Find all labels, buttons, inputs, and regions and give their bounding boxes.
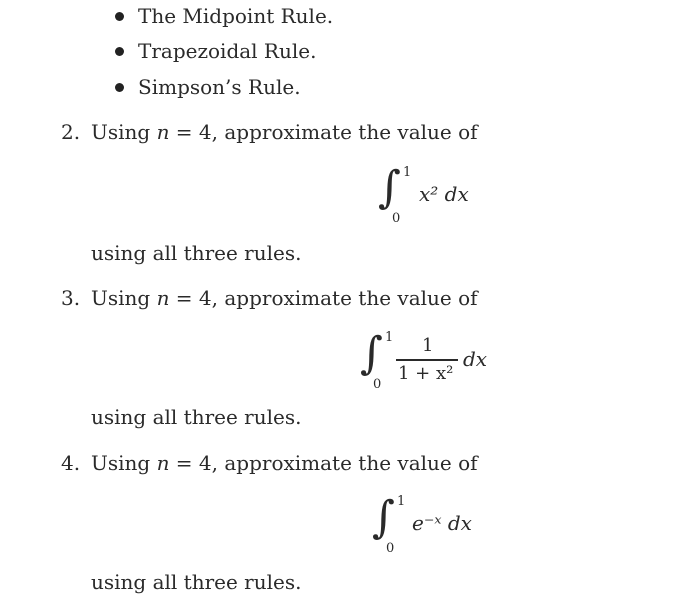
upper-limit: 1 <box>403 165 412 180</box>
fraction-denominator: 1 + x² <box>398 363 454 384</box>
fraction-numerator: 1 <box>422 335 434 356</box>
problem-prompt <box>91 120 478 144</box>
upper-limit: 1 <box>397 494 406 509</box>
prompt-rest: = 4, approximate the value of <box>169 451 478 475</box>
problem-prompt <box>91 286 478 310</box>
problem-number: 3. <box>61 286 81 310</box>
problem-followup: using all three rules. <box>91 405 302 429</box>
bullet-trapezoidal-rule: Trapezoidal Rule. <box>138 39 317 63</box>
integrand: e⁻ˣ dx <box>412 511 472 535</box>
lower-limit: 0 <box>392 211 401 226</box>
prompt-rest: = 4, approximate the value of <box>169 286 478 310</box>
variable-n: n <box>156 120 170 144</box>
lower-limit: 0 <box>373 377 382 392</box>
integral-sign: ∫ <box>372 492 395 543</box>
variable-n: n <box>156 286 170 310</box>
bullet-dot <box>115 12 124 21</box>
prompt-rest: = 4, approximate the value of <box>169 120 478 144</box>
variable-n: n <box>156 451 170 475</box>
integrand: x² dx <box>419 182 469 206</box>
bullet-midpoint-rule: The Midpoint Rule. <box>138 4 334 28</box>
upper-limit: 1 <box>385 330 394 345</box>
integral-sign: ∫ <box>360 328 383 379</box>
integral-sign: ∫ <box>378 162 401 213</box>
problem-number: 2. <box>61 120 81 144</box>
problem-followup: using all three rules. <box>91 241 302 265</box>
differential: dx <box>463 347 488 371</box>
prompt-prefix: Using <box>91 120 157 144</box>
lower-limit: 0 <box>386 541 395 556</box>
bullet-dot <box>115 47 124 56</box>
prompt-prefix: Using <box>91 451 157 475</box>
problem-number: 4. <box>61 451 81 475</box>
fraction-bar <box>396 359 458 361</box>
bullet-simpsons-rule: Simpson’s Rule. <box>138 75 301 99</box>
problem-prompt <box>91 451 478 475</box>
bullet-dot <box>115 83 124 92</box>
problem-followup: using all three rules. <box>91 570 302 594</box>
prompt-prefix: Using <box>91 286 157 310</box>
